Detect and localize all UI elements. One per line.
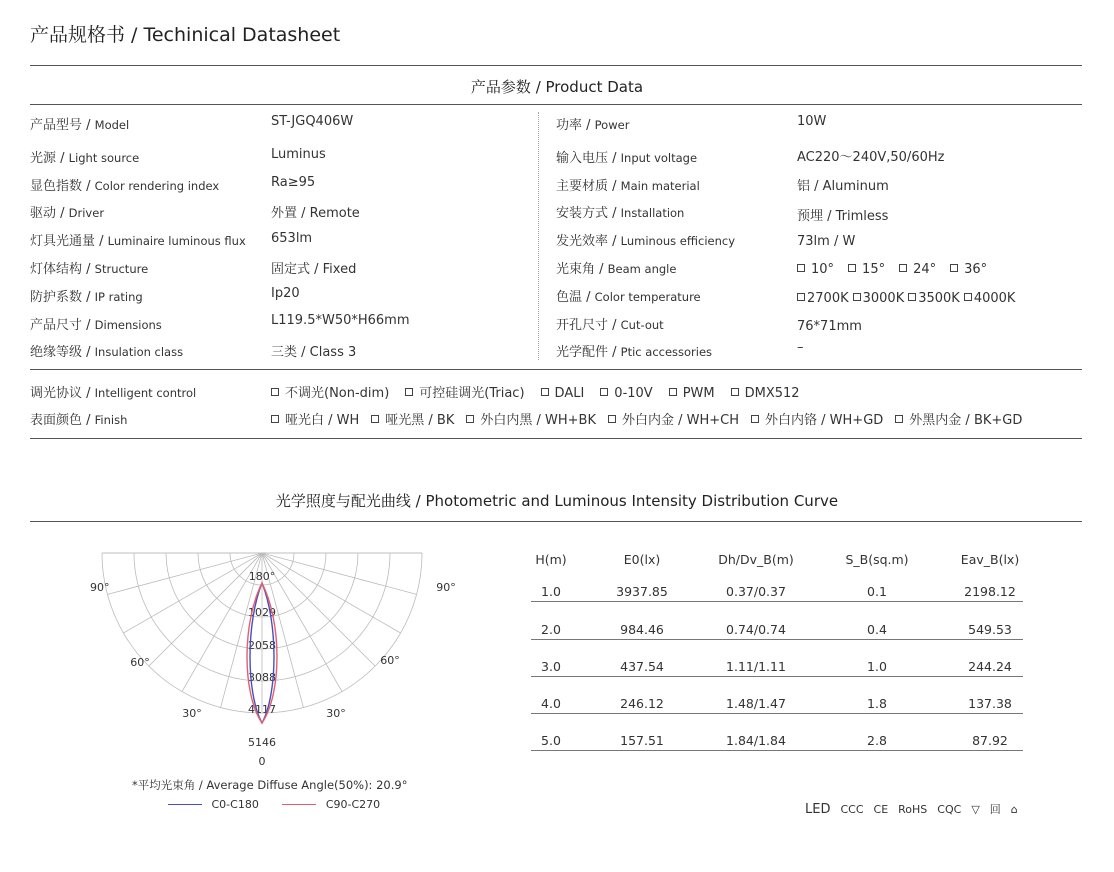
certification-mark: ⌂ [1010,802,1018,816]
legend-swatch-c0 [168,804,202,805]
product-data-title: 产品参数 / Product Data [470,78,644,96]
spec-label: 防护系数 / IP rating [30,290,143,305]
spec-label: 灯体结构 / Structure [30,262,149,277]
angle-label: 60° [130,656,150,669]
checkbox-icon[interactable] [669,388,677,396]
spec-value: Ra≥95 [271,175,316,190]
table-cell: 984.46 [620,622,664,637]
page-title: 产品规格书 / Techinical Datasheet [30,24,341,46]
table-row-line [531,639,1023,640]
control-options [271,382,816,401]
table-row-line [531,713,1023,714]
spec-value: 三类 / Class 3 [271,345,357,360]
polar-radial [123,553,262,633]
spec-value: 固定式 / Fixed [271,262,357,277]
table-cell: 2.0 [541,622,561,637]
polar-radial [262,553,417,594]
angle-label: 90° [90,581,110,594]
spec-label: 光学配件 / Ptic accessories [556,345,713,360]
finish-label: 表面颜色 / Finish [30,413,128,428]
table-row-line [531,676,1023,677]
polar-radial [107,553,262,594]
spec-value: ST-JGQ406W [271,114,354,129]
ring-label: 1029 [248,606,276,619]
option-item[interactable]: 0-10V [600,386,652,401]
table-cell: 0.37/0.37 [726,584,786,599]
divider [30,65,1082,66]
table-header: S_B(sq.m) [845,552,909,567]
control-label: 调光协议 / Intelligent control [30,386,197,401]
divider [30,104,1082,105]
table-cell: 0.74/0.74 [726,622,786,637]
spec-value: 铝 / Aluminum [797,179,889,194]
option-item[interactable]: 外白内金 / WH+CH [608,413,739,428]
photometric-title: 光学照度与配光曲线 / Photometric and Luminous Intensity Distribution Curve [275,492,839,510]
finish-options [271,409,1034,428]
divider [30,438,1082,439]
checkbox-icon[interactable] [405,388,413,396]
certification-mark: ▽ [971,802,980,816]
spec-value: 外置 / Remote [271,206,360,221]
divider [30,369,1082,370]
table-cell: 0.1 [867,584,887,599]
spec-value: 653lm [271,231,313,246]
table-cell: 1.8 [867,696,887,711]
table-cell: 4.0 [541,696,561,711]
certification-mark: RoHS [898,802,928,816]
table-cell: 244.24 [968,659,1012,674]
option-item[interactable]: 可控硅调光(Triac) [405,386,524,401]
table-cell: 3937.85 [616,584,668,599]
spec-value: L119.5*W50*H66mm [271,313,410,328]
table-row-line [531,750,1023,751]
option-item[interactable]: 2700K [797,291,849,306]
angle-label: 30° [182,707,202,720]
spec-value: 73lm / W [797,234,856,249]
table-header: H(m) [535,552,567,567]
option-item[interactable]: 哑光黑 / BK [371,413,454,428]
table-cell: 246.12 [620,696,664,711]
checkbox-icon[interactable] [541,388,549,396]
option-item[interactable]: DMX512 [731,386,800,401]
option-item[interactable]: DALI [541,386,585,401]
checkbox-icon[interactable] [964,293,972,301]
table-cell: 3.0 [541,659,561,674]
checkbox-icon[interactable] [899,264,907,272]
option-item[interactable]: 36° [950,262,987,277]
checkbox-icon[interactable] [466,415,474,423]
option-item[interactable]: 3000K [853,291,905,306]
option-item[interactable]: 不调光(Non-dim) [271,386,389,401]
spec-label: 发光效率 / Luminous efficiency [556,234,736,249]
angle-label: 30° [326,707,346,720]
table-cell: 1.0 [867,659,887,674]
spec-label: 产品尺寸 / Dimensions [30,318,162,333]
checkbox-icon[interactable] [908,293,916,301]
ring-label: 4117 [248,703,276,716]
checkbox-icon[interactable] [853,293,861,301]
option-item[interactable]: 外白内黑 / WH+BK [466,413,596,428]
ring-label: 3088 [248,671,276,684]
table-cell: 137.38 [968,696,1012,711]
polar-radial [262,553,375,666]
table-cell: 1.0 [541,584,561,599]
spec-value: Luminus [271,147,326,162]
spec-label: 开孔尺寸 / Cut-out [556,318,664,333]
certification-mark: LED [805,801,831,817]
option-item[interactable]: 10° [797,262,834,277]
spec-options [797,262,1001,277]
spec-label: 光源 / Light source [30,151,140,166]
spec-label: 产品型号 / Model [30,118,130,133]
spec-label: 绝缘等级 / Insulation class [30,345,184,360]
option-item[interactable]: 24° [899,262,936,277]
spec-label: 安装方式 / Installation [556,206,685,221]
checkbox-icon[interactable] [797,264,805,272]
table-header: E0(lx) [623,552,661,567]
checkbox-icon[interactable] [271,388,279,396]
checkbox-icon[interactable] [271,415,279,423]
certification-mark: CQC [937,802,962,816]
table-cell: 1.84/1.84 [726,733,786,748]
table-cell: 2198.12 [964,584,1016,599]
option-item[interactable]: 哑光白 / WH [271,413,359,428]
ring-label: 5146 [248,736,276,749]
checkbox-icon[interactable] [751,415,759,423]
spec-value: Ip20 [271,286,300,301]
spec-value: 76*71mm [797,319,862,334]
table-header: Dh/Dv_B(m) [718,552,794,567]
spec-label: 输入电压 / Input voltage [556,151,698,166]
checkbox-icon[interactable] [895,415,903,423]
table-cell: 2.8 [867,733,887,748]
option-item[interactable]: 外黑内金 / BK+GD [895,413,1022,428]
certification-marks [805,801,1018,817]
option-item[interactable]: PWM [669,386,715,401]
table-cell: 549.53 [968,622,1012,637]
legend [168,798,380,811]
table-cell: 1.48/1.47 [726,696,786,711]
spec-value: AC220～240V,50/60Hz [797,150,945,165]
polar-radial [149,553,262,666]
spec-label: 色温 / Color temperature [556,290,701,305]
checkbox-icon[interactable] [608,415,616,423]
table-cell: 5.0 [541,733,561,748]
spec-value: 预埋 / Trimless [797,209,889,224]
beam-angle-note: *平均光束角 / Average Diffuse Angle(50%): 20.9° [132,778,408,792]
option-item[interactable]: 3500K [908,291,960,306]
angle-label: 60° [380,654,400,667]
spec-value: 10W [797,114,827,129]
polar-diagram [90,545,456,775]
angle-label: 90° [436,581,456,594]
table-cell: 1.11/1.11 [726,659,786,674]
checkbox-icon[interactable] [371,415,379,423]
checkbox-icon[interactable] [600,388,608,396]
certification-mark: CE [873,802,889,816]
checkbox-icon[interactable] [848,264,856,272]
checkbox-icon[interactable] [731,388,739,396]
table-cell: 157.51 [620,733,664,748]
table-cell: 87.92 [972,733,1008,748]
angle-label: 180° [248,570,276,583]
checkbox-icon[interactable] [797,293,805,301]
spec-label: 驱动 / Driver [30,206,105,221]
legend-swatch-c90 [282,804,316,805]
table-cell: 0.4 [867,622,887,637]
spec-label: 主要材质 / Main material [556,179,700,194]
polar-radial [262,553,401,633]
column-divider [538,112,539,360]
angle-label: 0 [258,755,266,768]
divider [30,521,1082,522]
ring-label: 2058 [248,639,276,652]
option-item[interactable]: 外白内铬 / WH+GD [751,413,883,428]
certification-mark: 回 [989,803,1001,816]
legend-label-c90: C90-C270 [325,798,381,811]
spec-value: – [797,340,804,355]
spec-label: 功率 / Power [556,118,630,133]
legend-label-c0: C0-C180 [211,798,259,811]
option-item[interactable]: 15° [848,262,885,277]
spec-label: 灯具光通量 / Luminaire luminous flux [30,234,246,249]
checkbox-icon[interactable] [950,264,958,272]
option-item[interactable]: 4000K [964,291,1016,306]
table-cell: 437.54 [620,659,664,674]
certification-mark: CCC [840,802,864,816]
spec-options [797,291,1019,306]
spec-label: 光束角 / Beam angle [556,262,677,277]
spec-label: 显色指数 / Color rendering index [30,179,220,194]
table-header: Eav_B(lx) [960,552,1020,567]
table-row-line [531,601,1023,602]
